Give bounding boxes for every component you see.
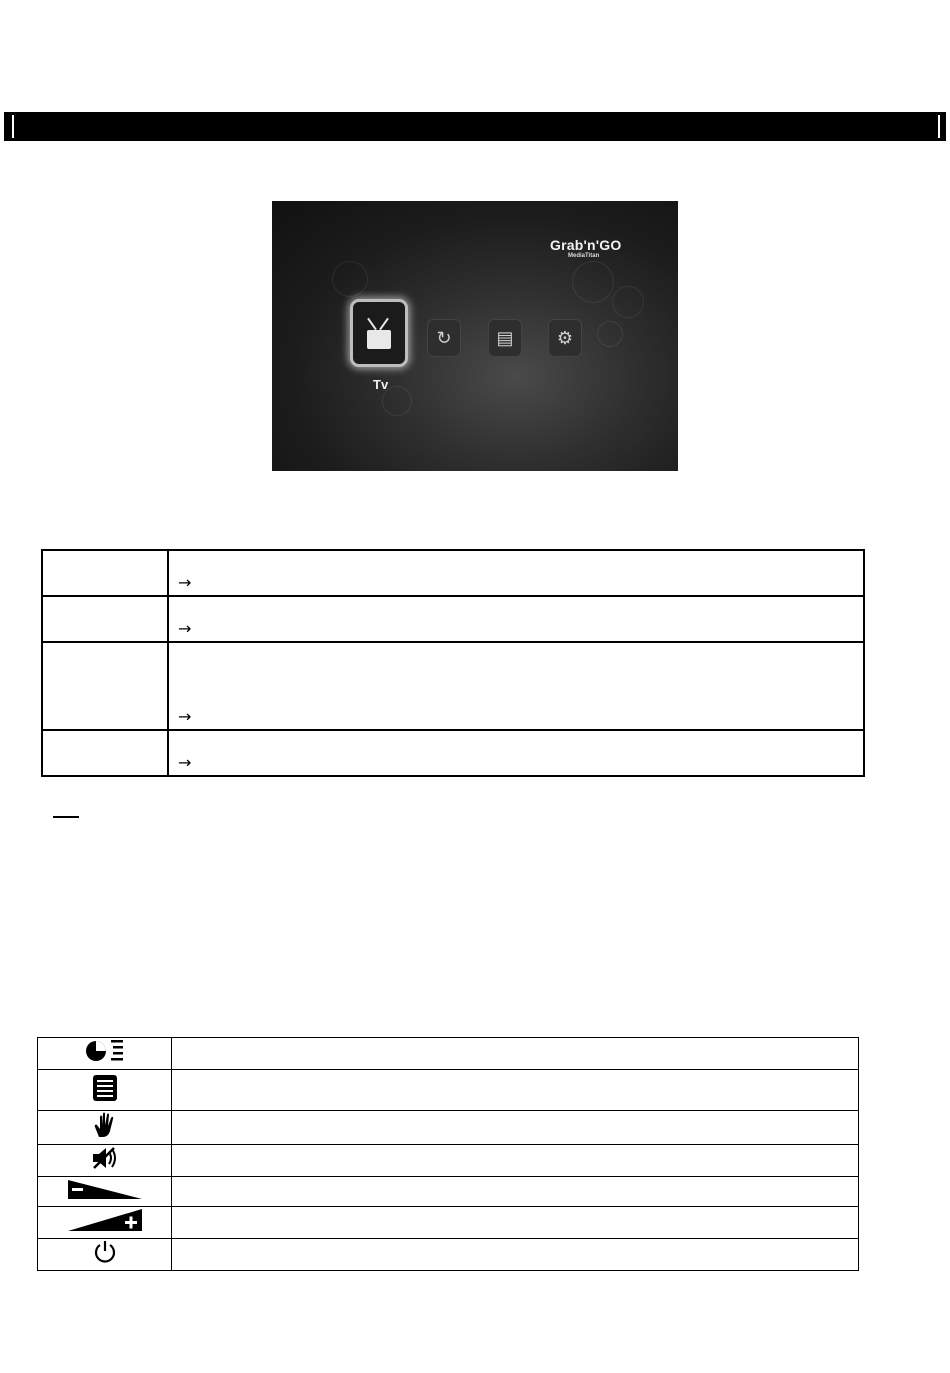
bar-notch-right (938, 115, 940, 138)
table-row (42, 642, 864, 730)
remote-keys-table (37, 1037, 859, 1271)
table-row (38, 1207, 859, 1239)
table-row (38, 1070, 859, 1111)
table-cell (42, 642, 168, 730)
mediatitan-logo: MediaTitan (568, 253, 600, 259)
table-row (38, 1239, 859, 1271)
table-cell (38, 1145, 172, 1177)
arrow-icon: → (178, 619, 192, 638)
arrow-icon: → (178, 753, 192, 772)
menu-list-icon (92, 1074, 118, 1102)
display-mode-icon (83, 1038, 127, 1064)
background-bubble (612, 286, 644, 318)
table-cell (42, 730, 168, 776)
background-bubble (597, 321, 623, 347)
table-cell (38, 1239, 172, 1271)
tv-menu-screenshot (272, 201, 678, 471)
tv-antenna (379, 318, 389, 331)
tv-menu-tile[interactable] (350, 299, 408, 367)
history-icon: ↻ (436, 328, 452, 348)
bar-notch-left (12, 115, 14, 138)
table-cell (168, 596, 864, 642)
settings-icon: ⚙ (556, 328, 574, 348)
background-bubble (572, 261, 614, 303)
table-cell (172, 1145, 859, 1177)
table-row (42, 550, 864, 596)
hand-stop-icon (91, 1111, 119, 1139)
table-cell (42, 596, 168, 642)
volume-up-icon (66, 1207, 144, 1233)
table-cell (172, 1070, 859, 1111)
recorder-icon: ▤ (496, 328, 514, 348)
table-cell (172, 1239, 859, 1271)
table-cell (172, 1207, 859, 1239)
table-cell (38, 1038, 172, 1070)
grabngo-logo: Grab'n'GO (550, 237, 622, 253)
background-bubble (332, 261, 368, 297)
table-cell (38, 1177, 172, 1207)
table-cell (38, 1111, 172, 1145)
table-cell (42, 550, 168, 596)
tv-icon (367, 330, 391, 349)
note-underline (53, 816, 79, 818)
table-cell (168, 730, 864, 776)
arrow-icon: → (178, 573, 192, 592)
table-cell (172, 1111, 859, 1145)
selected-menu-label: Tv (373, 377, 389, 392)
table-cell (172, 1177, 859, 1207)
table-row (38, 1038, 859, 1070)
table-row (38, 1177, 859, 1207)
table-cell (168, 642, 864, 730)
table-cell (38, 1207, 172, 1239)
history-menu-tile[interactable] (427, 319, 461, 357)
arrow-icon: → (178, 707, 192, 726)
table-cell (38, 1070, 172, 1111)
menu-description-table (41, 549, 865, 777)
tv-antenna (367, 318, 377, 331)
table-row (42, 596, 864, 642)
table-cell (172, 1038, 859, 1070)
table-row (42, 730, 864, 776)
mute-icon (90, 1145, 120, 1171)
table-row (38, 1145, 859, 1177)
power-icon (92, 1239, 118, 1265)
recorder-menu-tile[interactable] (488, 319, 522, 357)
volume-down-icon (66, 1177, 144, 1201)
table-row (38, 1111, 859, 1145)
section-header-bar (4, 112, 946, 141)
settings-menu-tile[interactable] (548, 319, 582, 357)
table-cell (168, 550, 864, 596)
